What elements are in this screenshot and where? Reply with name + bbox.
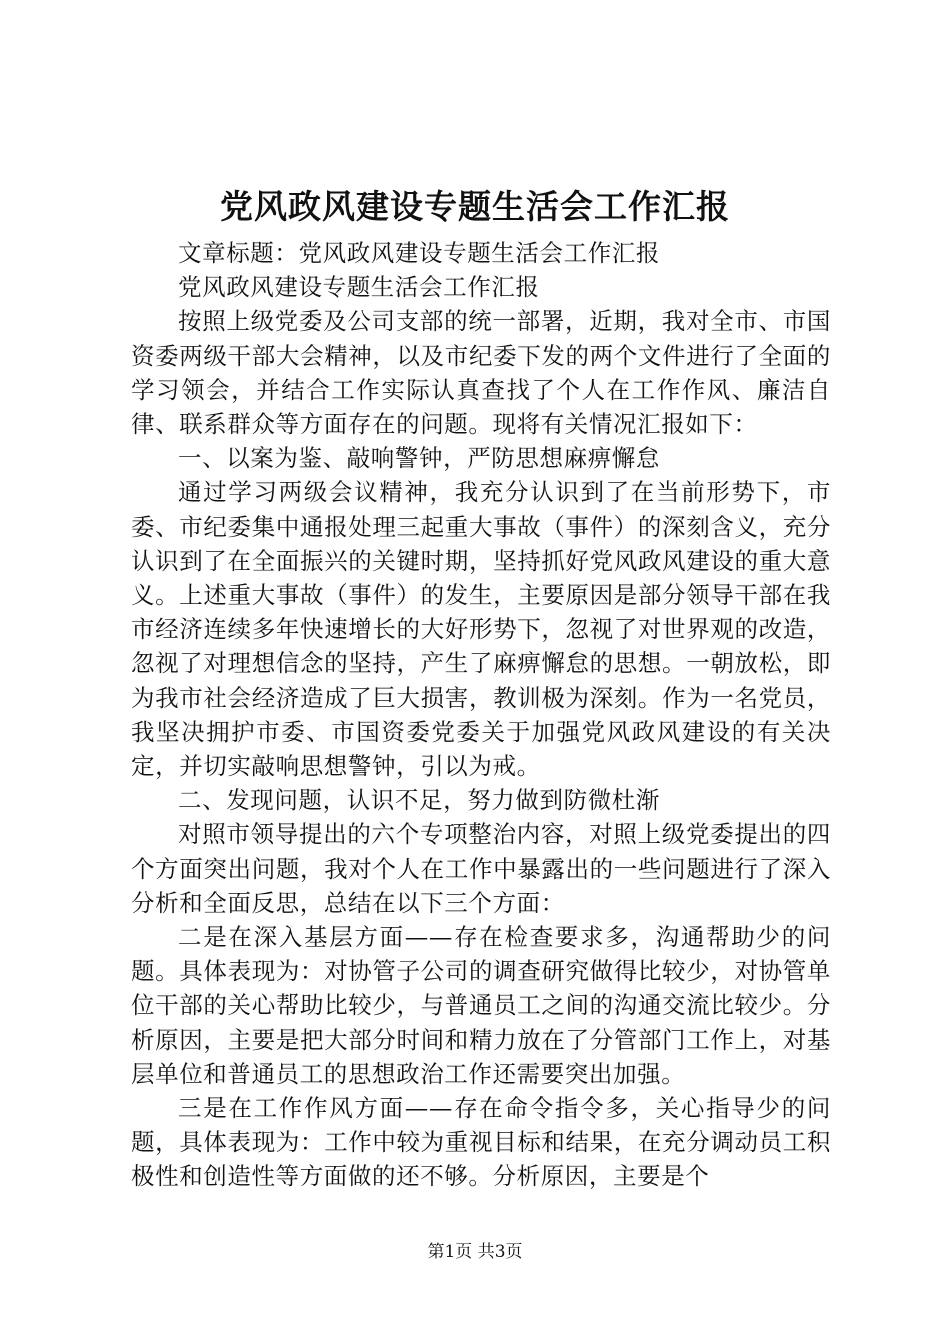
page-number-footer: 第1页 共3页 — [427, 1242, 523, 1262]
paragraph-intro: 按照上级党委及公司支部的统一部署，近期，我对全市、市国资委两级干部大会精神，以及市纪委下发的两个文件进行了全面的学习领会，并结合工作实际认真查找了个人在工作作风、廉洁自律、联系群众等方面存在的问题。现将有关情况汇报如下： — [131, 307, 831, 439]
section-heading-1: 一、以案为鉴、敲响警钟，严防思想麻痹懈怠 — [178, 444, 660, 473]
section-heading-2: 二、发现问题，认识不足，努力做到防微杜渐 — [178, 786, 660, 815]
paragraph-section-1: 通过学习两级会议精神，我充分认识到了在当前形势下，市委、市纪委集中通报处理三起重大事故（事件）的深刻含义，充分认识到了在全面振兴的关键时期，坚持抓好党风政风建设的重大意义。上述重大事故（事件）的发生，主要原因是部分领导干部在我市经济连续多年快速增长的大好形势下，忽视了对世界观的改造，忽视了对理想信念的坚持，产生了麻痹懈怠的思想。一朝放松，即为我市社会经济造成了巨大损害，教训极为深刻。作为一名党员，我坚决拥护市委、市国资委党委关于加强党风政风建设的有关决定，并切实敲响思想警钟，引以为戒。 — [131, 478, 831, 781]
document-title: 党风政风建设专题生活会工作汇报 — [220, 187, 730, 226]
paragraph-point-2: 二是在深入基层方面——存在检查要求多，沟通帮助少的问题。具体表现为：对协管子公司的调查研究做得比较少，对协管单位干部的关心帮助比较少，与普通员工之间的沟通交流比较少。分析原因，主要是把大部分时间和精力放在了分管部门工作上，对基层单位和普通员工的思想政治工作还需要突出加强。 — [131, 923, 831, 1088]
paragraph-section-2: 对照市领导提出的六个专项整治内容，对照上级党委提出的四个方面突出问题，我对个人在工作中暴露出的一些问题进行了深入分析和全面反思，总结在以下三个方面： — [131, 820, 831, 917]
paragraph-subtitle: 党风政风建设专题生活会工作汇报 — [178, 273, 540, 302]
paragraph-article-title: 文章标题：党风政风建设专题生活会工作汇报 — [178, 239, 660, 267]
paragraph-point-3: 三是在工作作风方面——存在命令指令多，关心指导少的问题，具体表现为：工作中较为重视目标和结果，在充分调动员工积极性和创造性等方面做的还不够。分析原因，主要是个 — [131, 1094, 831, 1191]
document-body — [131, 236, 831, 1194]
